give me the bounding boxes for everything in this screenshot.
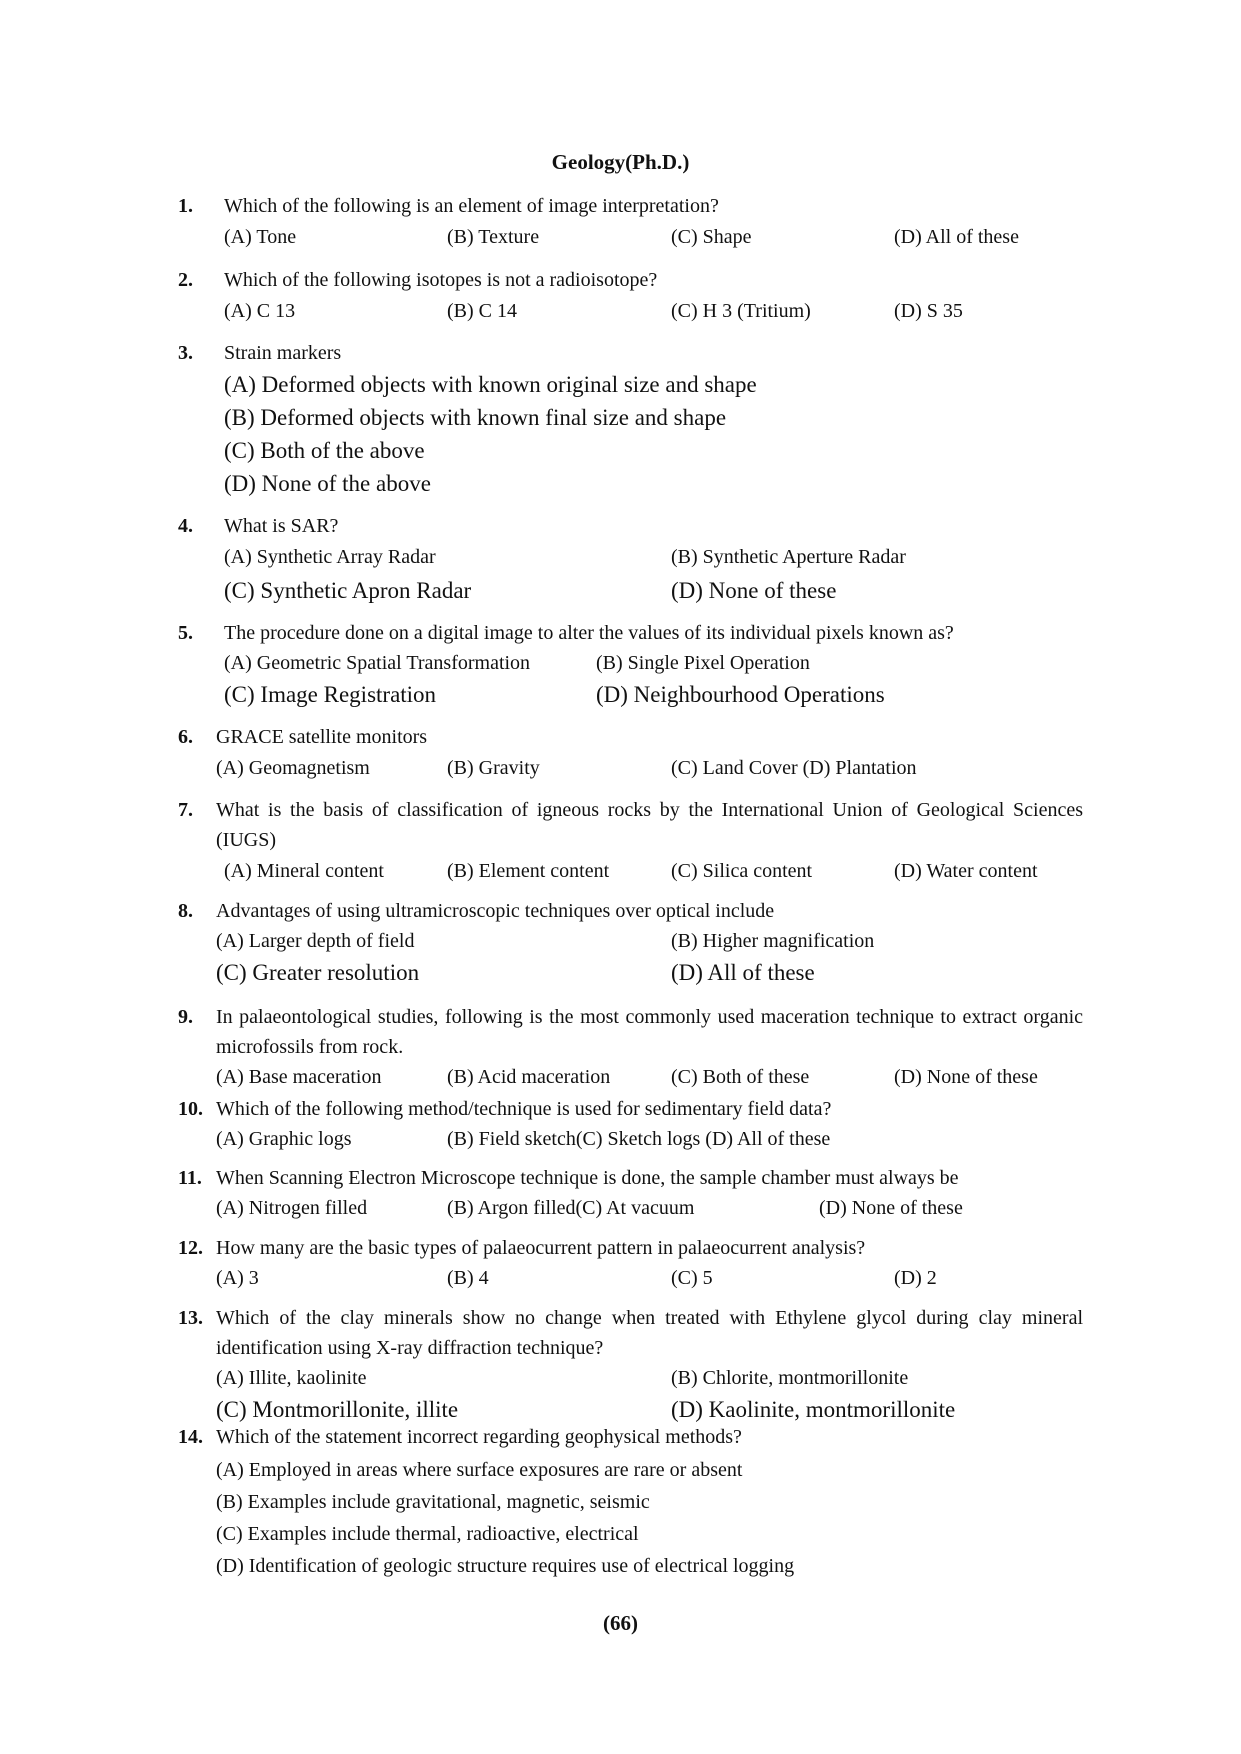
option-b: (B) Element content	[447, 860, 610, 882]
option-a: (A) Nitrogen filled	[216, 1197, 368, 1219]
question-number: 4.	[178, 515, 193, 537]
question-number: 5.	[178, 622, 193, 644]
question-number: 3.	[178, 342, 193, 364]
option-b: (B) Higher magnification	[671, 930, 875, 952]
option-d: (D) S 35	[894, 300, 963, 322]
page-title: Geology(Ph.D.)	[551, 150, 690, 174]
question-2	[178, 265, 1083, 328]
question-text: Which of the statement incorrect regarding geophysical methods?	[216, 1426, 742, 1448]
option-row	[224, 648, 1083, 678]
option-row	[216, 752, 1083, 785]
question-number: 11.	[178, 1167, 202, 1189]
option-c: (C) Greater resolution	[216, 960, 420, 985]
option-row	[216, 956, 1083, 989]
option-b: (B) 4	[447, 1267, 489, 1289]
question-number: 13.	[178, 1307, 203, 1329]
option-c: (C) 5	[671, 1267, 713, 1289]
option-d: (D) None of these	[671, 578, 837, 603]
option-b: (B) Single Pixel Operation	[596, 652, 810, 674]
option-d: (D) Identification of geologic structure requires use of electrical logging	[216, 1555, 795, 1577]
question-text: Advantages of using ultramicroscopic techniques over optical include	[216, 900, 775, 922]
option-d: (D) None of these	[894, 1066, 1038, 1088]
question-text: When Scanning Electron Microscope technique is done, the sample chamber must always be	[216, 1167, 959, 1189]
question-text: What is the basis of classification of igneous rocks by the International Union of Geological Sciences (IUGS)	[216, 799, 1083, 851]
option-b: (B) Deformed objects with known final size and shape	[224, 405, 727, 430]
option-a: (A) C 13	[224, 300, 296, 322]
question-text: Which of the clay minerals show no change when treated with Ethylene glycol during clay mineral identification using X-ray diffraction technique?	[216, 1307, 1083, 1359]
option-c: (C) Both of these	[671, 1066, 810, 1088]
option-d: (D) All of these	[671, 960, 815, 985]
option-b-c: (B) Argon filled(C) At vacuum	[447, 1197, 695, 1219]
question-11	[178, 1163, 1083, 1223]
option-b: (B) C 14	[447, 300, 517, 322]
question-12	[178, 1233, 1083, 1293]
option-b-c-d: (B) Field sketch(C) Sketch logs (D) All of these	[447, 1128, 831, 1150]
question-number: 2.	[178, 269, 193, 291]
option-a: (A) Base maceration	[216, 1066, 382, 1088]
option-list	[224, 368, 1083, 500]
option-row	[224, 678, 1083, 711]
question-number: 1.	[178, 195, 193, 217]
option-c: (C) Examples include thermal, radioactive, electrical	[216, 1523, 639, 1545]
option-a: (A) Mineral content	[224, 860, 384, 882]
option-a: (A) Employed in areas where surface exposures are rare or absent	[216, 1459, 743, 1481]
option-b: (B) Chlorite, montmorillonite	[671, 1367, 909, 1389]
option-a: (A) Geometric Spatial Transformation	[224, 652, 531, 674]
option-row	[216, 926, 1083, 956]
option-row	[224, 574, 1083, 607]
option-row	[224, 541, 1083, 574]
option-row	[216, 1124, 1083, 1154]
option-a: (A) Graphic logs	[216, 1128, 352, 1150]
option-d: (D) Neighbourhood Operations	[596, 682, 885, 707]
option-a: (A) Deformed objects with known original size and shape	[224, 372, 757, 397]
question-8	[178, 896, 1083, 989]
question-text: The procedure done on a digital image to alter the values of its individual pixels known as?	[224, 622, 954, 644]
question-text: What is SAR?	[224, 515, 339, 537]
question-6	[178, 722, 1083, 785]
option-c: (C) Shape	[671, 226, 752, 248]
question-1	[178, 191, 1083, 254]
question-number: 8.	[178, 900, 193, 922]
option-row	[216, 1263, 1083, 1293]
option-a: (A) Geomagnetism	[216, 757, 370, 779]
question-3	[178, 338, 1083, 500]
question-number: 12.	[178, 1237, 203, 1259]
option-c: (C) Both of the above	[224, 438, 425, 463]
option-c: (C) Montmorillonite, illite	[216, 1397, 459, 1422]
option-row	[224, 295, 1083, 328]
option-a: (A) 3	[216, 1267, 259, 1289]
option-row	[216, 1193, 1083, 1223]
question-7	[178, 795, 1083, 888]
question-5	[178, 618, 1083, 711]
option-b: (B) Synthetic Aperture Radar	[671, 546, 906, 568]
question-text: Which of the following is an element of image interpretation?	[224, 195, 719, 217]
question-text: Which of the following isotopes is not a radioisotope?	[224, 269, 658, 291]
question-text: In palaeontological studies, following is the most commonly used maceration technique to extract organic microfossils from rock.	[216, 1006, 1083, 1058]
option-d: (D) None of the above	[224, 471, 431, 496]
option-a: (A) Larger depth of field	[216, 930, 415, 952]
question-text: How many are the basic types of palaeocurrent pattern in palaeocurrent analysis?	[216, 1237, 866, 1259]
question-number: 6.	[178, 726, 193, 748]
question-text: Strain markers	[224, 342, 342, 364]
option-a: (A) Tone	[224, 226, 297, 248]
option-d: (D) None of these	[819, 1197, 963, 1219]
question-number: 7.	[178, 799, 193, 821]
question-9	[178, 1002, 1083, 1092]
option-c-d: (C) Land Cover (D) Plantation	[671, 757, 917, 779]
option-list	[216, 1454, 1083, 1582]
option-b: (B) Texture	[447, 226, 540, 248]
question-4	[178, 511, 1083, 607]
option-b: (B) Examples include gravitational, magnetic, seismic	[216, 1491, 650, 1513]
option-a: (A) Synthetic Array Radar	[224, 546, 436, 568]
option-d: (D) All of these	[894, 226, 1019, 248]
option-c: (C) Image Registration	[224, 682, 437, 707]
option-c: (C) Synthetic Apron Radar	[224, 578, 472, 603]
option-d: (D) 2	[894, 1267, 937, 1289]
option-row	[216, 1363, 1083, 1393]
option-row	[216, 1062, 1083, 1092]
question-number: 10.	[178, 1098, 203, 1120]
option-c: (C) H 3 (Tritium)	[671, 300, 811, 322]
question-text: GRACE satellite monitors	[216, 726, 428, 748]
question-number: 14.	[178, 1426, 203, 1448]
question-14	[178, 1422, 1083, 1582]
question-13	[178, 1303, 1083, 1426]
question-10	[178, 1094, 1083, 1154]
option-c: (C) Silica content	[671, 860, 813, 882]
question-number: 9.	[178, 1006, 193, 1028]
question-text: Which of the following method/technique is used for sedimentary field data?	[216, 1098, 832, 1120]
option-b: (B) Gravity	[447, 757, 540, 779]
option-b: (B) Acid maceration	[447, 1066, 611, 1088]
option-row	[224, 855, 1083, 888]
option-d: (D) Water content	[894, 860, 1038, 882]
option-d: (D) Kaolinite, montmorillonite	[671, 1397, 956, 1422]
page-number: (66)	[603, 1611, 638, 1635]
option-a: (A) Illite, kaolinite	[216, 1367, 367, 1389]
option-row	[224, 221, 1083, 254]
